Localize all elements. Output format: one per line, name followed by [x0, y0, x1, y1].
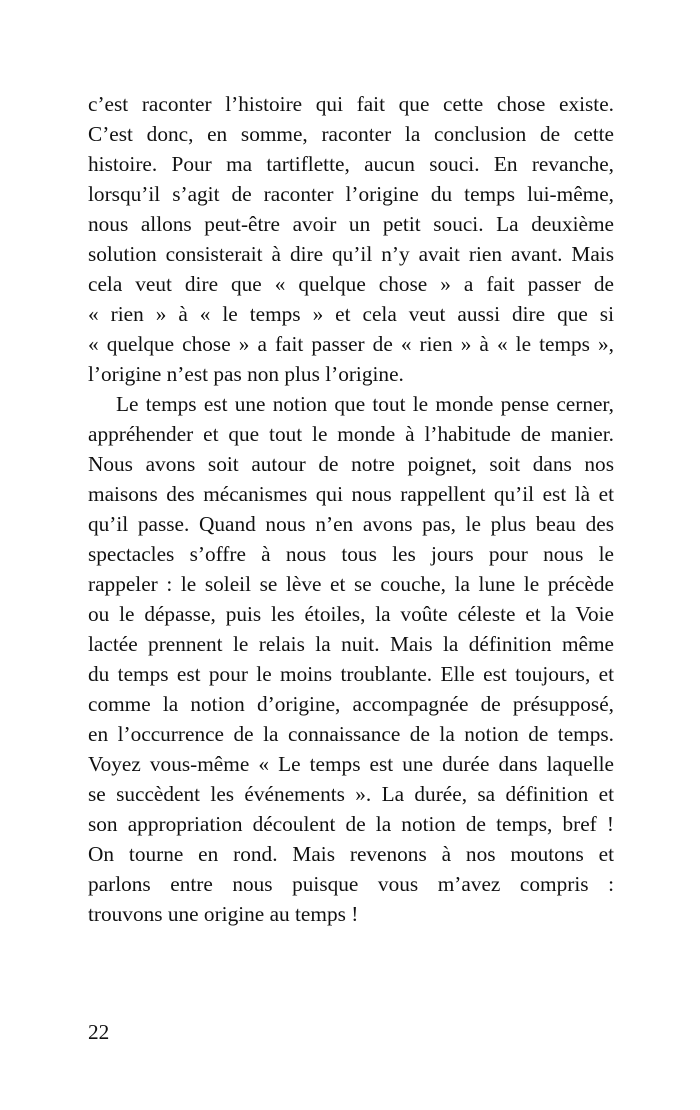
text-line: Voyez vous-même « Le temps est une durée dans laquelle [88, 752, 614, 776]
text-line: parlons entre nous puisque vous m’avez compris : [88, 872, 614, 896]
text-line: lactée prennent le relais la nuit. Mais la définition même [88, 632, 614, 656]
text-line: ou le dépasse, puis les étoiles, la voûte céleste et la Voie [88, 602, 614, 626]
body-text [88, 89, 614, 929]
text-line: se succèdent les événements ». La durée, sa définition et [88, 782, 614, 806]
paragraph-2 [88, 389, 614, 929]
text-line: appréhender et que tout le monde à l’habitude de manier. [88, 422, 614, 446]
text-line: comme la notion d’origine, accompagnée de présupposé, [88, 692, 614, 716]
text-line: l’origine n’est pas non plus l’origine. [88, 362, 404, 386]
text-line: lorsqu’il s’agit de raconter l’origine du temps lui-même, [88, 182, 614, 206]
text-line: C’est donc, en somme, raconter la conclusion de cette [88, 122, 614, 146]
text-line: qu’il passe. Quand nous n’en avons pas, le plus beau des [88, 512, 614, 536]
text-line: « quelque chose » a fait passer de « rien » à « le temps », [88, 332, 614, 356]
text-line: c’est raconter l’histoire qui fait que cette chose existe. [88, 92, 614, 116]
text-line: trouvons une origine au temps ! [88, 902, 359, 926]
text-line: du temps est pour le moins troublante. Elle est toujours, et [88, 662, 614, 686]
text-line: spectacles s’offre à nous tous les jours pour nous le [88, 542, 614, 566]
text-line: son appropriation découlent de la notion de temps, bref ! [88, 812, 614, 836]
text-line: « rien » à « le temps » et cela veut aussi dire que si [88, 302, 614, 326]
text-line: Le temps est une notion que tout le monde pense cerner, [116, 392, 614, 416]
text-line: histoire. Pour ma tartiflette, aucun souci. En revanche, [88, 152, 614, 176]
paragraph-1 [88, 89, 614, 389]
text-line: cela veut dire que « quelque chose » a fait passer de [88, 272, 614, 296]
text-line: Nous avons soit autour de notre poignet, soit dans nos [88, 452, 614, 476]
text-line: rappeler : le soleil se lève et se couche, la lune le précède [88, 572, 614, 596]
page-number: 22 [88, 1020, 110, 1044]
text-line: solution consisterait à dire qu’il n’y avait rien avant. Mais [88, 242, 614, 266]
text-line: maisons des mécanismes qui nous rappellent qu’il est là et [88, 482, 614, 506]
text-line: nous allons peut-être avoir un petit souci. La deuxième [88, 212, 614, 236]
text-line: On tourne en rond. Mais revenons à nos moutons et [88, 842, 614, 866]
text-line: en l’occurrence de la connaissance de la notion de temps. [88, 722, 614, 746]
